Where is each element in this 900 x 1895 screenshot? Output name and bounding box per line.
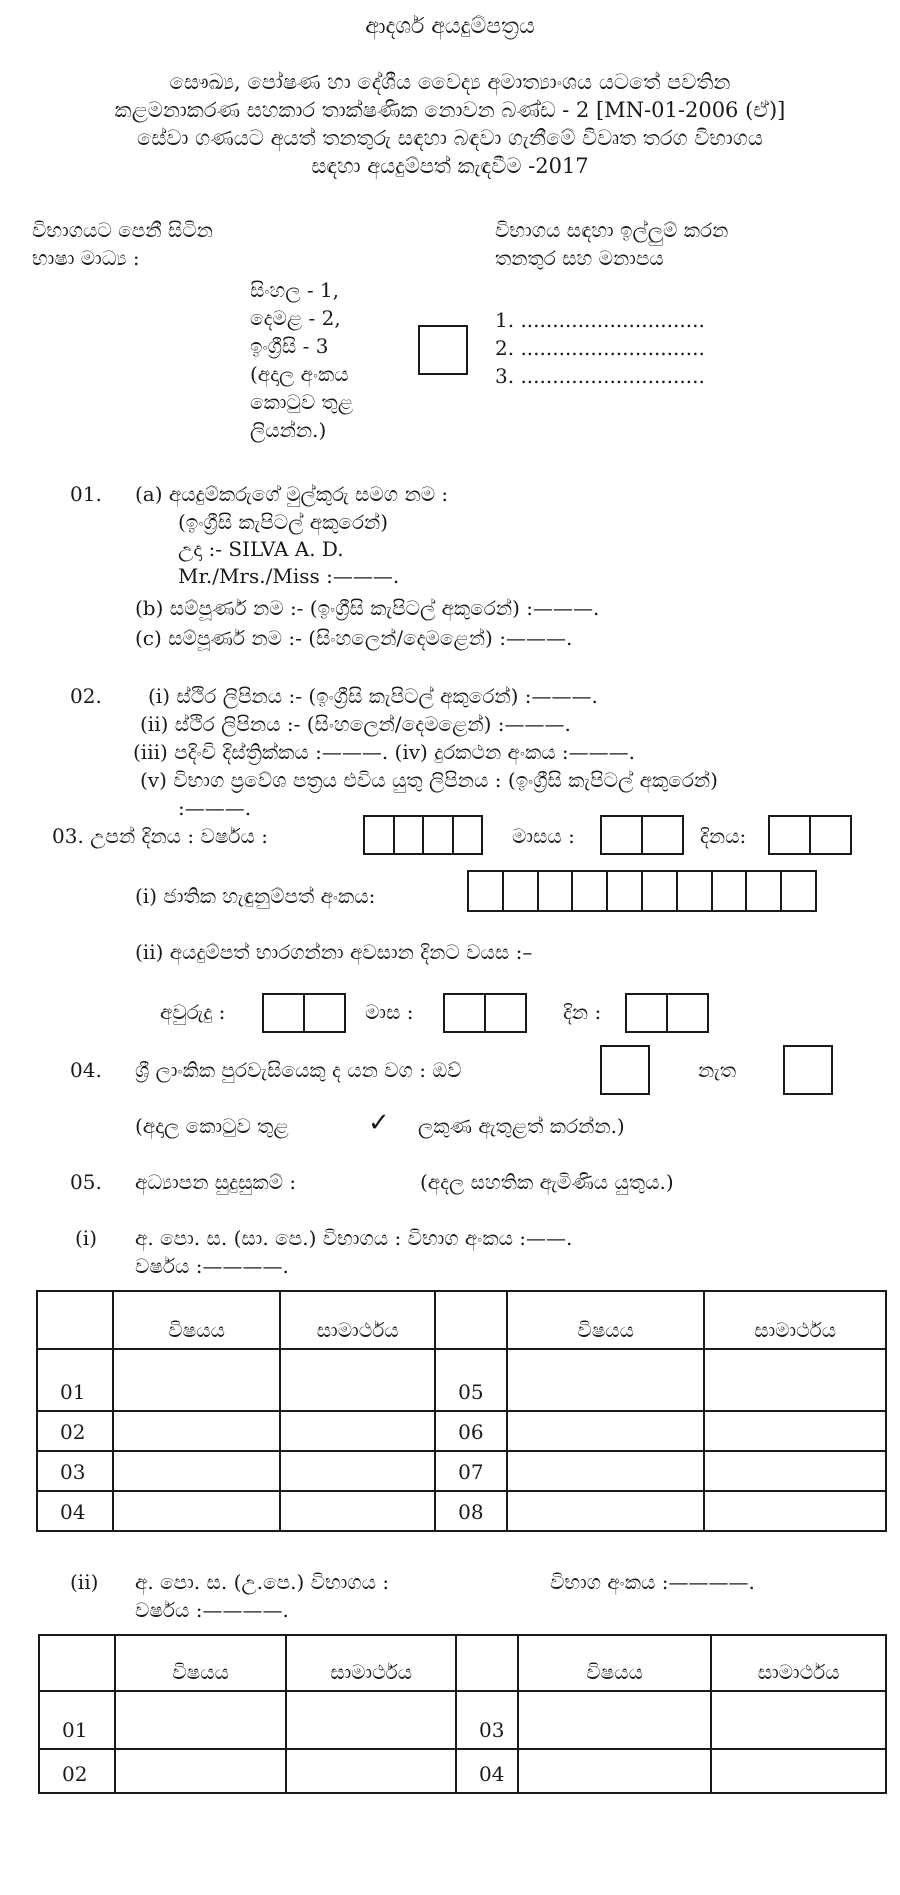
subject-cell[interactable] <box>507 1349 704 1411</box>
q03-age-years-label: අවුරුදු : <box>160 1000 226 1024</box>
dob-year-boxes[interactable] <box>363 815 483 855</box>
q01-a-label: (a) අයදුම්කරුගේ මුල්කුරු සමග නම : <box>135 482 449 506</box>
subject-cell[interactable] <box>507 1491 704 1531</box>
al-header-grade-1: සාමාර්ථය <box>286 1635 456 1691</box>
q05-label: අධ්‍යාපන සුදුසුකම් : <box>135 1170 297 1194</box>
row-number: 05 <box>435 1349 507 1411</box>
medium-code-box[interactable] <box>418 325 468 375</box>
medium-option-tamil: දෙමළ - 2, <box>250 306 341 330</box>
age-months-boxes[interactable] <box>443 993 527 1033</box>
grade-cell[interactable] <box>704 1411 886 1451</box>
grade-cell[interactable] <box>704 1349 886 1411</box>
q01-a-note: (ඉංග්‍රීසි කැපිටල් අකුරෙන්) <box>178 510 389 534</box>
subject-cell[interactable] <box>113 1451 281 1491</box>
posts-label-line1: විභාගය සඳහා ඉල්ලුම් කරන <box>495 218 729 242</box>
citizen-no-box[interactable] <box>783 1045 833 1095</box>
q03-age-days-label: දින : <box>563 1000 602 1024</box>
row-number: 04 <box>456 1749 518 1793</box>
ol-header-subject-1: විෂයය <box>113 1291 281 1349</box>
row-number: 02 <box>37 1411 113 1451</box>
q04-note-right: ලකුණ ඇතුළත් කරන්න.) <box>418 1114 625 1138</box>
post-preference-1[interactable]: 1. ............................. <box>495 308 705 332</box>
ol-header-grade-1: සාමාර්ථය <box>280 1291 435 1349</box>
al-exam-line: අ. පො. ස. (උ.පෙ.) විභාගය : <box>135 1570 390 1594</box>
grade-cell[interactable] <box>286 1691 456 1749</box>
row-number: 04 <box>37 1491 113 1531</box>
subject-cell[interactable] <box>115 1749 287 1793</box>
check-mark-icon: ✓ <box>368 1108 390 1138</box>
subtitle-line-4: සඳහා අයදුම්පත් කැඳවීම -2017 <box>311 154 589 178</box>
ol-number: (i) <box>75 1226 98 1250</box>
row-number: 03 <box>456 1691 518 1749</box>
grade-cell[interactable] <box>280 1491 435 1531</box>
al-results-table <box>38 1634 887 1794</box>
q01-number: 01. <box>70 482 102 506</box>
subtitle-line-3: සේවා ගණයට අයත් තනතුරු සඳහා බඳවා ගැනීමේ විවෘත තරග විභාගය <box>137 126 763 150</box>
row-number: 06 <box>435 1411 507 1451</box>
q02-ii-address-sinhala[interactable]: (ii) ස්ථිර ලිපිනය :- (සිංහලෙන්/දෙමළෙන්) :———. <box>140 712 571 736</box>
medium-note-2: කොටුව තුළ <box>250 390 354 414</box>
table-row <box>37 1411 886 1451</box>
al-header-subject-2: විෂයය <box>518 1635 711 1691</box>
grade-cell[interactable] <box>711 1749 886 1793</box>
medium-option-english: ඉංග්‍රීසි - 3 <box>250 334 329 358</box>
q03-day-label: දිනය: <box>700 824 747 848</box>
medium-note-1: (අදාල අංකය <box>250 362 349 386</box>
al-header-grade-2: සාමාර්ථය <box>711 1635 886 1691</box>
ol-header-blank-1 <box>37 1291 113 1349</box>
table-row <box>37 1451 886 1491</box>
q04-number: 04. <box>70 1058 102 1082</box>
q02-iii-district-phone[interactable]: (iii) පදිංචි දිස්ත්‍රික්කය :———. (iv) දුරකථන අංකය :———. <box>133 740 636 764</box>
subject-cell[interactable] <box>507 1451 704 1491</box>
subtitle-line-2: කළමනාකරණ සහකාර තාක්ෂණික නොවන බණ්ඩ - 2 [MN-01-2006 (ඒ)] <box>114 98 786 122</box>
dob-month-boxes[interactable] <box>600 815 684 855</box>
subject-cell[interactable] <box>113 1411 281 1451</box>
grade-cell[interactable] <box>280 1349 435 1411</box>
table-row <box>39 1749 886 1793</box>
ol-header-grade-2: සාමාර්ථය <box>704 1291 886 1349</box>
q03-month-label: මාසය : <box>512 824 575 848</box>
posts-label-line2: තනතුර සහ මනාපය <box>495 246 664 270</box>
q04-citizen-question: ශ්‍රී ලාංකික පුරවැසියෙකු ද යන වග : ඔව් <box>135 1058 462 1082</box>
q03-dob-year-label: 03. උපන් දිනය : වර්ෂය : <box>52 824 268 848</box>
subject-cell[interactable] <box>113 1491 281 1531</box>
age-years-boxes[interactable] <box>262 993 346 1033</box>
grade-cell[interactable] <box>286 1749 456 1793</box>
ol-header-subject-2: විෂයය <box>507 1291 704 1349</box>
subject-cell[interactable] <box>518 1691 711 1749</box>
subtitle-line-1: සෞඛ්‍ය, පෝෂණ හා දේශීය වෛද්‍ය අමාත්‍යාංශය යටතේ පවතින <box>169 70 731 94</box>
medium-label-line2: භාෂා මාධ්‍ය : <box>32 246 140 270</box>
table-row <box>37 1349 886 1411</box>
grade-cell[interactable] <box>280 1451 435 1491</box>
grade-cell[interactable] <box>704 1451 886 1491</box>
al-header-subject-1: විෂයය <box>115 1635 287 1691</box>
al-index-line[interactable]: විභාග අංකය :————. <box>550 1570 755 1594</box>
subject-cell[interactable] <box>115 1691 287 1749</box>
ol-results-table <box>36 1290 887 1532</box>
subject-cell[interactable] <box>113 1349 281 1411</box>
q03-age-months-label: මාස : <box>365 1000 414 1024</box>
al-year-line[interactable]: වර්ෂය :————. <box>135 1598 289 1622</box>
table-row <box>37 1491 886 1531</box>
q05-note: (අදල සහතික ඇමිණිය යුතුය.) <box>420 1170 674 1194</box>
row-number: 07 <box>435 1451 507 1491</box>
q02-number: 02. <box>70 684 102 708</box>
ol-table-header <box>37 1291 886 1349</box>
citizen-yes-box[interactable] <box>600 1045 650 1095</box>
nic-number-boxes[interactable] <box>467 870 817 912</box>
form-title: ආදර්ශ අයදුම්පත්‍රය <box>365 14 535 39</box>
q02-i-address-english[interactable]: (i) ස්ථිර ලිපිනය :- (ඉංග්‍රීසි කැපිටල් අකුරෙන්) :———. <box>148 684 598 708</box>
al-header-blank-1 <box>39 1635 115 1691</box>
medium-note-3: ලියන්න.) <box>250 418 327 442</box>
row-number: 03 <box>37 1451 113 1491</box>
q02-v-address-field[interactable]: :———. <box>178 796 252 820</box>
ol-exam-line[interactable]: අ. පො. ස. (සා. පෙ.) විභාගය : විභාග අංකය :——. <box>135 1226 573 1250</box>
table-row <box>39 1691 886 1749</box>
q01-a-title-field[interactable]: Mr./Mrs./Miss :———. <box>178 564 400 588</box>
q05-number: 05. <box>70 1170 102 1194</box>
grade-cell[interactable] <box>280 1411 435 1451</box>
al-table-header <box>39 1635 886 1691</box>
row-number: 08 <box>435 1491 507 1531</box>
q03-nic-label: (i) ජාතික හැඳුනුම්පත් අංකය: <box>135 884 376 908</box>
post-preference-3[interactable]: 3. ............................. <box>495 364 705 388</box>
q04-note-left: (අදාල කොටුව තුළ <box>135 1114 289 1138</box>
grade-cell[interactable] <box>711 1691 886 1749</box>
medium-option-sinhala: සිංහල - 1, <box>250 278 340 302</box>
q02-v-admission-address: (v) විභාග ප්‍රවේශ පත්‍රය එවිය යුතු ලිපිනය : (ඉංග්‍රීසි කැපිටල් අකුරෙන්) <box>140 768 718 792</box>
grade-cell[interactable] <box>704 1491 886 1531</box>
subject-cell[interactable] <box>507 1411 704 1451</box>
row-number: 02 <box>39 1749 115 1793</box>
subject-cell[interactable] <box>518 1749 711 1793</box>
q03-age-label: (ii) අයදුම්පත් භාරගන්නා අවසාන දිනට වයස :– <box>135 940 533 964</box>
age-days-boxes[interactable] <box>625 993 709 1033</box>
row-number: 01 <box>37 1349 113 1411</box>
al-header-blank-2 <box>456 1635 518 1691</box>
q01-c-full-name-sinhala[interactable]: (c) සම්පූර්ණ නම :- (සිංහලෙන්/දෙමළෙන්) :———. <box>135 626 573 650</box>
ol-year-line[interactable]: වර්ෂය :————. <box>135 1254 289 1278</box>
q01-b-full-name-english[interactable]: (b) සම්පූර්ණ නම :- (ඉංග්‍රීසි කැපිටල් අකුරෙන්) :———. <box>135 596 600 620</box>
al-number: (ii) <box>70 1570 99 1594</box>
q04-no-label: නැත <box>698 1058 737 1082</box>
medium-label-line1: විභාගයට පෙනී සිටින <box>32 218 213 242</box>
dob-day-boxes[interactable] <box>768 815 852 855</box>
row-number: 01 <box>39 1691 115 1749</box>
post-preference-2[interactable]: 2. ............................. <box>495 336 705 360</box>
q01-a-example: උදා :- SILVA A. D. <box>178 537 344 561</box>
ol-header-blank-2 <box>435 1291 507 1349</box>
